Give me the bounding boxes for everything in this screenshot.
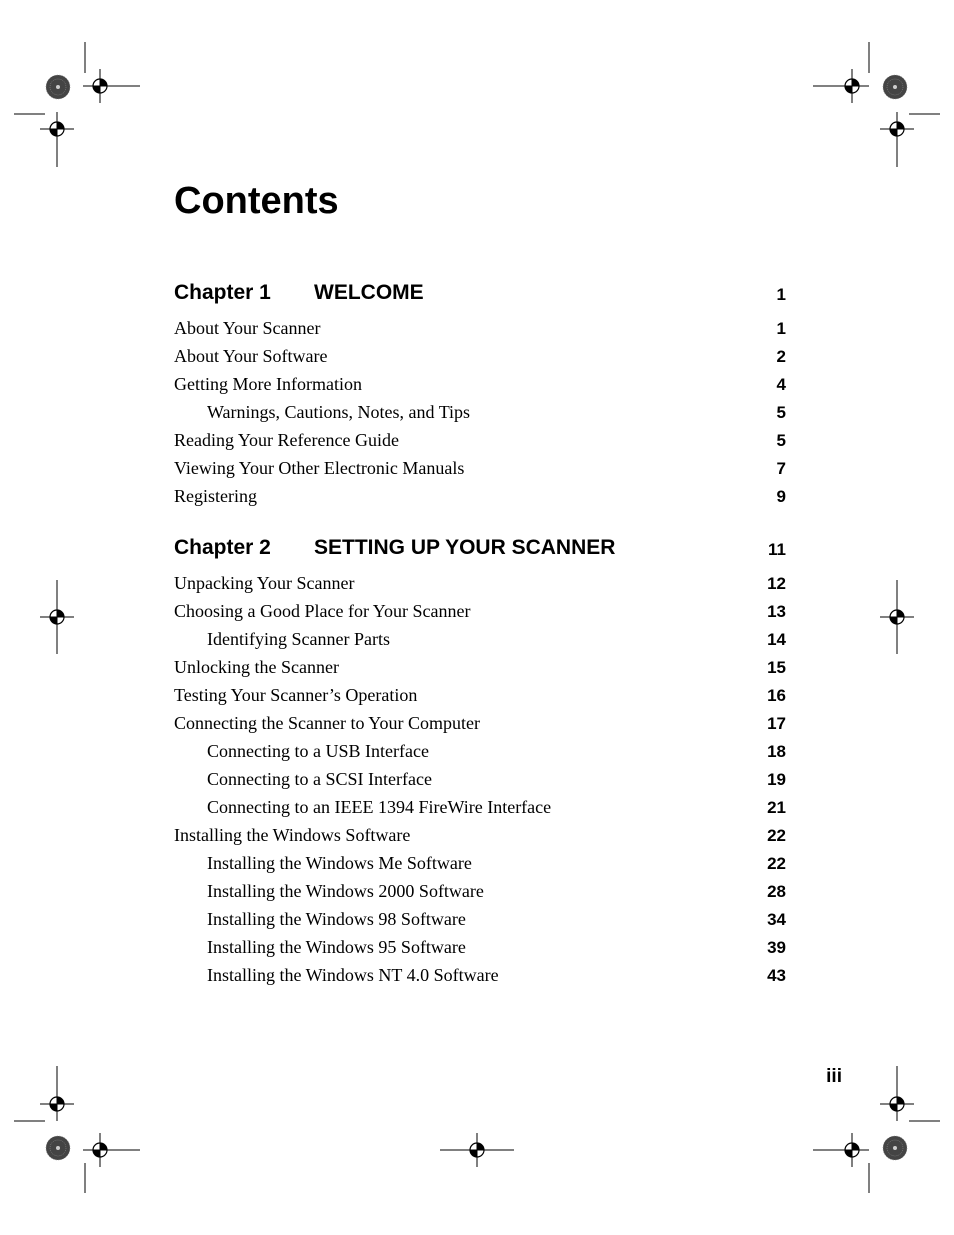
toc-entry-label: Identifying Scanner Parts — [207, 629, 390, 649]
toc-entry[interactable] — [174, 738, 786, 766]
registration-mark — [83, 1133, 117, 1167]
registration-mark — [880, 1087, 914, 1121]
page-number: 11 — [768, 540, 786, 559]
toc-entry-label: About Your Scanner — [174, 318, 321, 338]
page-number: 18 — [767, 742, 786, 761]
registration-mark — [460, 1133, 494, 1167]
toc-entry[interactable] — [174, 934, 786, 962]
toc-entry-label: Getting More Information — [174, 374, 362, 394]
toc-entry[interactable] — [174, 570, 786, 598]
toc-entry[interactable] — [174, 626, 786, 654]
page-number: 13 — [767, 602, 786, 621]
toc-entry-label: Connecting to a SCSI Interface — [207, 769, 432, 789]
chapter-name: WELCOME — [314, 281, 424, 304]
toc-entry-label: Connecting the Scanner to Your Computer — [174, 713, 480, 733]
toc-entry-label: Viewing Your Other Electronic Manuals — [174, 458, 465, 478]
chapter-heading[interactable] — [174, 536, 786, 570]
page-number: 12 — [767, 574, 786, 593]
toc-entry[interactable] — [174, 878, 786, 906]
registration-mark — [40, 600, 74, 634]
color-target-mark — [883, 1136, 907, 1160]
page-number: 1 — [776, 319, 786, 338]
page-number: 16 — [767, 686, 786, 705]
toc-entry[interactable] — [174, 654, 786, 682]
page-number: 15 — [767, 658, 786, 677]
page-number: 7 — [776, 459, 786, 478]
toc-chapter-1-section — [174, 281, 786, 511]
registration-mark — [835, 1133, 869, 1167]
page-number: 28 — [767, 882, 786, 901]
chapter-heading[interactable] — [174, 281, 786, 315]
toc-entry-label: Warnings, Cautions, Notes, and Tips — [207, 402, 471, 422]
registration-mark — [835, 69, 869, 103]
page-number: 5 — [776, 431, 786, 450]
color-target-mark — [46, 1136, 70, 1160]
page-number: 5 — [776, 403, 786, 422]
page-number: 17 — [767, 714, 786, 733]
registration-mark — [40, 1087, 74, 1121]
folio-page-number: iii — [826, 1066, 842, 1087]
page-title: Contents — [174, 180, 339, 222]
toc-entry[interactable] — [174, 794, 786, 822]
toc-entry-label: Choosing a Good Place for Your Scanner — [174, 601, 471, 621]
toc-entry-label: Installing the Windows Me Software — [207, 853, 472, 873]
toc-entry[interactable] — [174, 850, 786, 878]
page-number: 19 — [767, 770, 786, 789]
toc-chapter-2-section — [174, 536, 786, 990]
toc-entry-list — [174, 315, 786, 511]
page-number: 34 — [767, 910, 786, 929]
color-target-mark — [46, 75, 70, 99]
toc-entry[interactable] — [174, 343, 786, 371]
toc-entry-label: Testing Your Scanner’s Operation — [174, 685, 418, 705]
page-number: 2 — [776, 347, 786, 366]
toc-entry-label: Installing the Windows 98 Software — [207, 909, 466, 929]
toc-entry[interactable] — [174, 962, 786, 990]
toc-entry-label: Registering — [174, 486, 257, 506]
page-number: 43 — [767, 966, 786, 985]
toc-entry[interactable] — [174, 315, 786, 343]
toc-entry-label: Unlocking the Scanner — [174, 657, 339, 677]
toc-entry[interactable] — [174, 371, 786, 399]
toc-entry[interactable] — [174, 427, 786, 455]
page-number: 9 — [776, 487, 786, 506]
chapter-name: SETTING UP YOUR SCANNER — [314, 536, 616, 559]
toc-entry-label: Installing the Windows 2000 Software — [207, 881, 484, 901]
page-number: 14 — [767, 630, 786, 649]
page-number: 22 — [767, 854, 786, 873]
toc-entry[interactable] — [174, 766, 786, 794]
registration-mark — [83, 69, 117, 103]
toc-entry[interactable] — [174, 483, 786, 511]
toc-entry-label: Connecting to an IEEE 1394 FireWire Interface — [207, 797, 552, 817]
color-target-mark — [883, 75, 907, 99]
page-number: 21 — [767, 798, 786, 817]
chapter-number: Chapter 2 — [174, 536, 271, 559]
toc-entry-label: Installing the Windows Software — [174, 825, 411, 845]
toc-entry[interactable] — [174, 822, 786, 850]
toc-entry[interactable] — [174, 455, 786, 483]
toc-entry-label: Installing the Windows 95 Software — [207, 937, 466, 957]
toc-entry-label: Installing the Windows NT 4.0 Software — [207, 965, 499, 985]
toc-entry-label: Connecting to a USB Interface — [207, 741, 429, 761]
toc-entry[interactable] — [174, 598, 786, 626]
toc-entry-label: About Your Software — [174, 346, 328, 366]
toc-entry[interactable] — [174, 710, 786, 738]
toc-entry[interactable] — [174, 399, 786, 427]
page-number: 22 — [767, 826, 786, 845]
page-number: 1 — [776, 285, 786, 304]
page-number: 4 — [776, 375, 786, 394]
toc-entry[interactable] — [174, 906, 786, 934]
toc-entry-list — [174, 570, 786, 990]
toc-entry-label: Reading Your Reference Guide — [174, 430, 399, 450]
toc-entry[interactable] — [174, 682, 786, 710]
page-number: 39 — [767, 938, 786, 957]
toc-entry-label: Unpacking Your Scanner — [174, 573, 355, 593]
chapter-number: Chapter 1 — [174, 281, 271, 304]
registration-mark — [880, 600, 914, 634]
